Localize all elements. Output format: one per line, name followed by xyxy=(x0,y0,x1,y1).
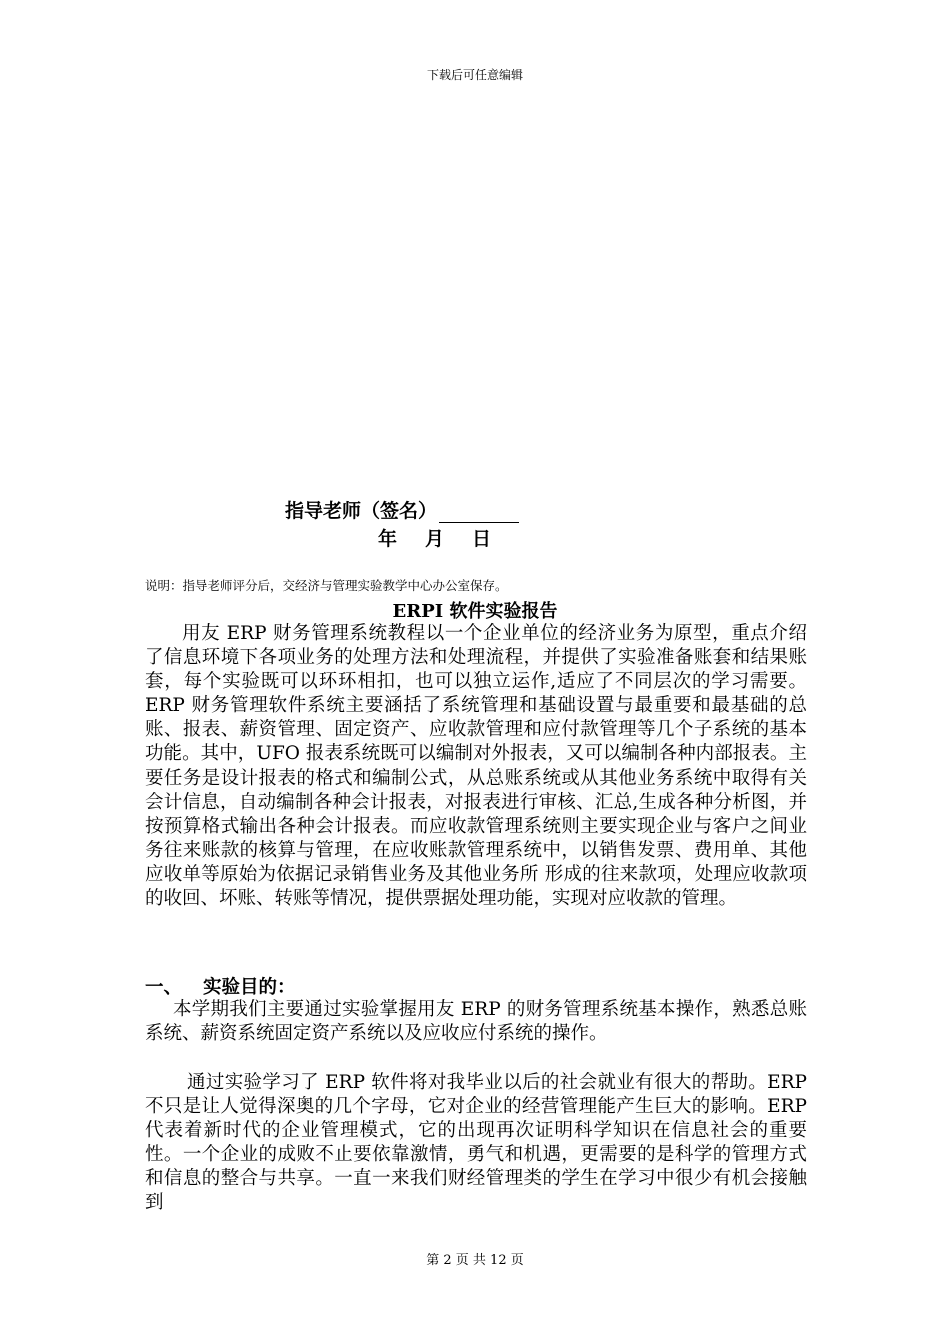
signature-blank xyxy=(439,502,519,523)
date-year-label: 年 xyxy=(378,528,398,550)
section-heading xyxy=(145,973,296,999)
page-header-note: 下载后可任意编辑 xyxy=(426,68,523,82)
intro-paragraph xyxy=(145,622,807,911)
section-title: 实验目的： xyxy=(203,977,296,998)
signature-date-line xyxy=(378,524,491,551)
date-day-label: 日 xyxy=(472,528,492,550)
date-month-label: 月 xyxy=(425,528,445,550)
remark-note: 说明：指导老师评分后，交经济与管理实验教学中心办公室保存。 xyxy=(145,578,508,593)
section-paragraph-2: 通过实验学习了 ERP 软件将对我毕业以后的社会就业有很大的帮助。ERP 不只是让人觉得深奥的几个字母，它对企业的经营管理能产生巨大的影响。ERP 代表着新时代的企业管理模式，它的出现再次证明科学知识在信息社会的重要性。一个企业的成败不止要依靠激情，勇气和机遇，更需要的是科学的管理方式和信息的整合与共享。一直一来我们财经管理类的学生在学习中很少有机会接触到 xyxy=(145,1072,807,1214)
section-number: 一、 xyxy=(145,977,183,998)
supervisor-signature-line xyxy=(285,496,519,523)
page-footer: 第 2 页 共 12 页 xyxy=(426,1253,524,1268)
report-title: ERPI 软件实验报告 xyxy=(392,601,558,622)
signature-label: 指导老师（签名） xyxy=(285,500,438,522)
section-paragraph-1: 本学期我们主要通过实验掌握用友 ERP 的财务管理系统基本操作，熟悉总账系统、薪资系统固定资产系统以及应收应付系统的操作。 xyxy=(145,999,807,1045)
intro-paragraph-text: 用友 ERP 财务管理系统教程以一个企业单位的经济业务为原型，重点介绍了信息环境下各项业务的处理方法和处理流程，并提供了实验准备账套和结果账套，每个实验既可以环环相扣，也可以独立运作,适应了不同层次的学习需要。ERP 财务管理软件系统主要涵括了系统管理和基础设置与最重要和最基础的总账、报表、薪资管理、固定资产、应收款管理和应付款管理等几个子系统的基本功能。其中，UFO 报表系统既可以编制对外报表，又可以编制各种内部报表。主要任务是设计报表的格式和编制公式，从总账系统或从其他业务系统中取得有关会计信息，自动编制各种会计报表，对报表进行审核、汇总,生成各种分析图，并按预算格式输出各种会计报表。而应收款管理系统则主要实现企业与客户之间业务往来账款的核算与管理，在应收账款管理系统中，以销售发票、费用单、其他应收单等原始为依据记录销售业务及其他业务所 形成的往来款项，处理应收款项的收回、坏账、转账等情况，提供票据处理功能，实现对应收款的管理。 xyxy=(145,623,807,910)
